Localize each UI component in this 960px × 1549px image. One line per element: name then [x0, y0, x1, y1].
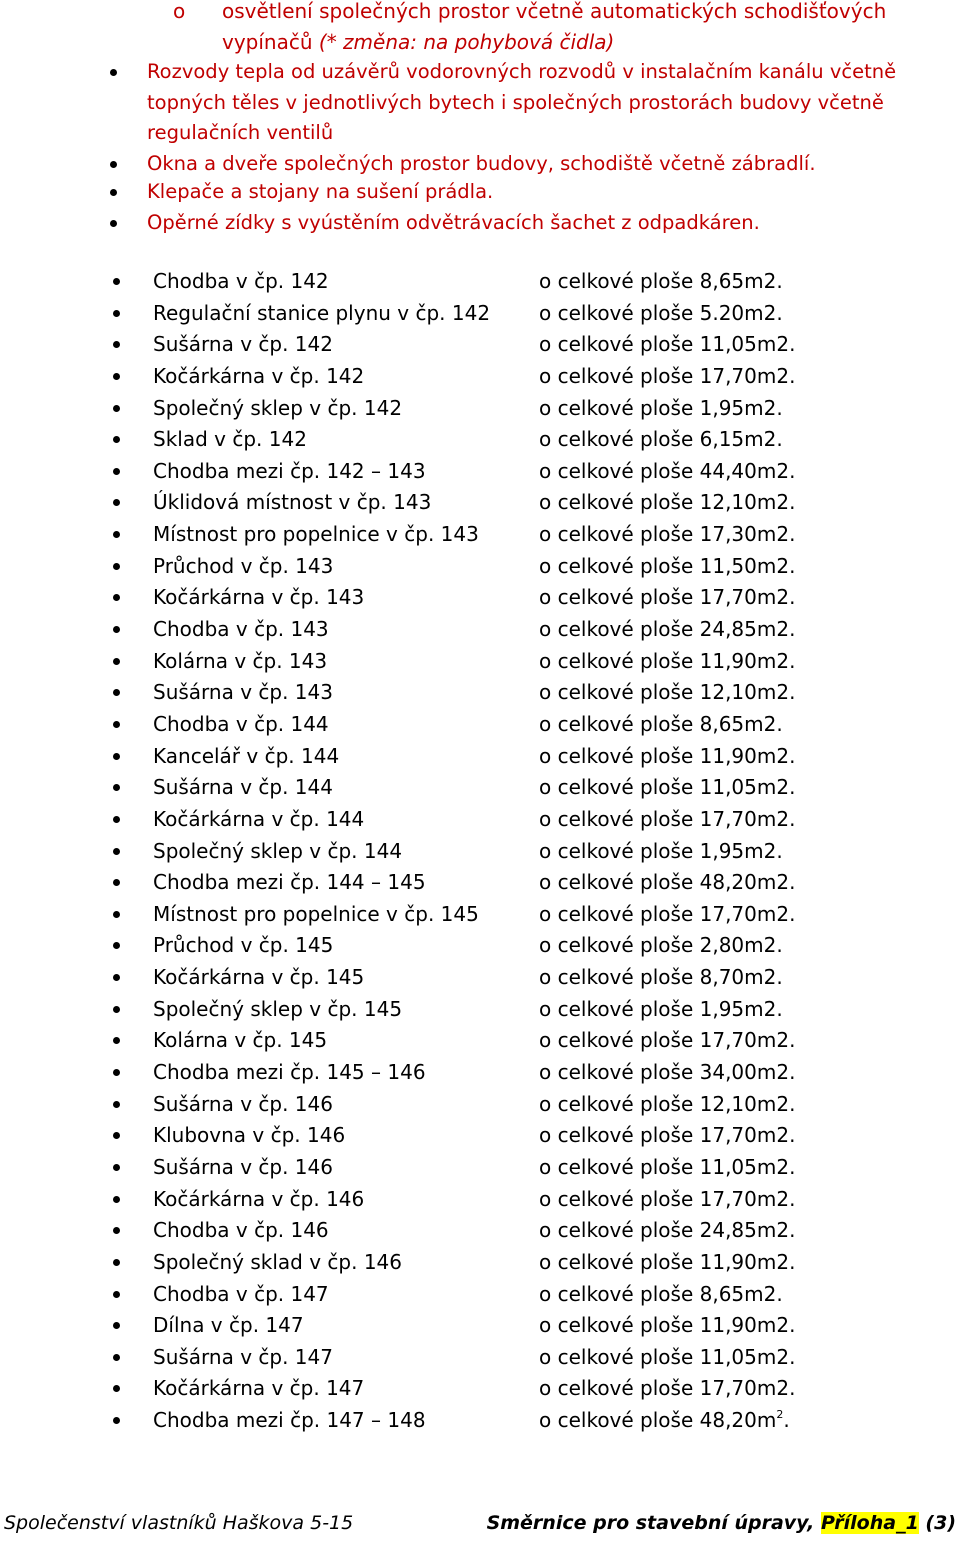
bullet-icon [113, 974, 120, 981]
room-name: Dílna v čp. 147 [153, 1313, 304, 1338]
room-row [113, 677, 913, 709]
room-area: o celkové ploše 5.20m2. [539, 300, 783, 325]
room-row [113, 836, 913, 868]
footer-left: Společenství vlastníků Haškova 5-15 [4, 1512, 354, 1534]
bullet-icon [113, 436, 120, 443]
bullet-icon [110, 189, 117, 196]
room-row [113, 994, 913, 1026]
room-row [113, 867, 913, 899]
room-row [113, 962, 913, 994]
room-row [113, 519, 913, 551]
room-row [113, 1215, 913, 1247]
room-area: o celkové ploše 17,70m2. [539, 901, 796, 926]
room-name: Sušárna v čp. 147 [153, 1344, 333, 1369]
room-row [113, 899, 913, 931]
bullet-icon [110, 161, 117, 168]
room-row [113, 709, 913, 741]
room-area: o celkové ploše 34,00m2. [539, 1060, 796, 1085]
room-name: Průchod v čp. 145 [153, 933, 334, 958]
room-area: o celkové ploše 48,20m2. [539, 870, 796, 895]
room-area: o celkové ploše 11,90m2. [539, 743, 796, 768]
bullet-icon [110, 69, 117, 76]
bullet-icon [113, 499, 120, 506]
list-item: Rozvody tepla od uzávěrů vodorovných rozvodů v instalačním kanálu včetně topných těles v jednotlivých bytech i společných prostorách budovy včetně regulačních ventilů [110, 57, 950, 149]
room-name: Kočárkárna v čp. 145 [153, 965, 365, 990]
bullet-icon [113, 1322, 120, 1329]
list-item: Klepače a stojany na sušení prádla. [110, 177, 950, 208]
bullet-icon [113, 1069, 120, 1076]
bullet-icon [113, 658, 120, 665]
room-row [113, 1310, 913, 1342]
room-name: Kočárkárna v čp. 147 [153, 1376, 365, 1401]
room-area: o celkové ploše 8,65m2. [539, 711, 783, 736]
room-area: o celkové ploše 1,95m2. [539, 996, 783, 1021]
room-row [113, 582, 913, 614]
room-area: o celkové ploše 17,70m2. [539, 1123, 796, 1148]
room-name: Chodba v čp. 147 [153, 1281, 329, 1306]
bullet-icon [113, 468, 120, 475]
room-row [113, 1184, 913, 1216]
room-row [113, 456, 913, 488]
bullet-icon [113, 816, 120, 823]
room-row [113, 487, 913, 519]
bullet-icon [113, 1037, 120, 1044]
room-area: o celkové ploše 17,70m2. [539, 806, 796, 831]
bullet-icon [113, 784, 120, 791]
room-name: Sušárna v čp. 143 [153, 680, 333, 705]
room-row [113, 1120, 913, 1152]
room-name: Chodba v čp. 142 [153, 269, 329, 293]
room-row [113, 551, 913, 583]
page-footer [0, 1512, 960, 1542]
room-row [113, 329, 913, 361]
bullet-icon [113, 1227, 120, 1234]
room-row [113, 424, 913, 456]
bullet-icon [113, 753, 120, 760]
sub-item-lighting [173, 0, 954, 58]
room-area: o celkové ploše 24,85m2. [539, 617, 796, 642]
bullet-icon [113, 405, 120, 412]
room-name: Úklidová místnost v čp. 143 [153, 490, 432, 515]
room-row [113, 1342, 913, 1374]
room-name: Kolárna v čp. 143 [153, 648, 328, 673]
room-row [113, 772, 913, 804]
room-name: Kočárkárna v čp. 146 [153, 1186, 365, 1211]
bullet-icon [113, 1291, 120, 1298]
bullet-icon [113, 563, 120, 570]
room-area: o celkové ploše $48,20m^2$. [539, 1408, 790, 1433]
bullet-icon [113, 942, 120, 949]
room-name: Kočárkárna v čp. 142 [153, 363, 365, 388]
room-row [113, 1089, 913, 1121]
bullet-icon [113, 1354, 120, 1361]
list-item: Opěrné zídky s vyústěním odvětrávacích šachet z odpadkáren. [110, 208, 950, 239]
room-area: o celkové ploše 17,70m2. [539, 363, 796, 388]
room-row [113, 741, 913, 773]
bullet-icon [113, 1101, 120, 1108]
room-area: o celkové ploše 11,90m2. [539, 1313, 796, 1338]
room-row [113, 361, 913, 393]
room-area: o celkové ploše 17,70m2. [539, 1186, 796, 1211]
bullet-icon [113, 531, 120, 538]
room-row [113, 646, 913, 678]
bullet-icon [113, 310, 120, 317]
room-name: Chodba mezi čp. 145 – 146 [153, 1060, 426, 1085]
room-area: o celkové ploše 12,10m2. [539, 490, 796, 515]
bullet-icon [113, 721, 120, 728]
room-row [113, 930, 913, 962]
room-area: o celkové ploše 6,15m2. [539, 427, 783, 452]
bullet-icon [113, 879, 120, 886]
room-name: Sušárna v čp. 146 [153, 1091, 333, 1116]
room-area: o celkové ploše 17,70m2. [539, 585, 796, 610]
room-area: o celkové ploše 12,10m2. [539, 680, 796, 705]
bullet-icon [113, 1006, 120, 1013]
room-name: Sklad v čp. 142 [153, 427, 307, 452]
room-name: Místnost pro popelnice v čp. 145 [153, 901, 479, 926]
room-name: Sušárna v čp. 144 [153, 775, 333, 800]
room-row [113, 1279, 913, 1311]
bullet-icon [113, 911, 120, 918]
room-area: o celkové ploše 11,05m2. [539, 1344, 796, 1369]
room-area: o celkové ploše 17,70m2. [539, 1376, 796, 1401]
bullet-icon [113, 1259, 120, 1266]
sub-item-text: osvětlení společných prostor včetně automatických schodišťových vypínačů (* změna: na pohybová čidla) [222, 0, 887, 54]
room-row [113, 1373, 913, 1405]
bullet-icon [113, 848, 120, 855]
room-row [113, 1405, 913, 1437]
room-name: Společný sklep v čp. 145 [153, 996, 403, 1021]
room-name: Chodba v čp. 146 [153, 1218, 329, 1243]
room-row [113, 614, 913, 646]
room-name: Regulační stanice plynu v čp. 142 [153, 300, 491, 325]
bullet-icon [113, 1164, 120, 1171]
room-name: Společný sklad v čp. 146 [153, 1249, 402, 1274]
footer-highlight: Příloha_1 [820, 1512, 919, 1534]
bullet-icon [110, 220, 117, 227]
room-area: o celkové ploše 11,05m2. [539, 332, 796, 357]
room-area: o celkové ploše 8,65m2. [539, 269, 783, 293]
room-name: Průchod v čp. 143 [153, 553, 334, 578]
bullet-icon [113, 373, 120, 380]
room-row [113, 298, 913, 330]
room-area: o celkové ploše 1,95m2. [539, 838, 783, 863]
room-name: Kolárna v čp. 145 [153, 1028, 328, 1053]
room-name: Kancelář v čp. 144 [153, 743, 340, 768]
room-row [113, 1057, 913, 1089]
room-list [113, 266, 913, 1437]
room-row [113, 1152, 913, 1184]
room-area: o celkové ploše 12,10m2. [539, 1091, 796, 1116]
room-row [113, 266, 913, 298]
bullet-icon [113, 1417, 120, 1424]
room-name: Chodba v čp. 143 [153, 617, 329, 642]
room-row [113, 1025, 913, 1057]
room-area: o celkové ploše 8,70m2. [539, 965, 783, 990]
bullet-icon [113, 278, 120, 285]
room-row [113, 393, 913, 425]
sub-bullet-marker: o [173, 0, 186, 23]
room-name: Klubovna v čp. 146 [153, 1123, 346, 1148]
bullet-list-group2 [110, 177, 950, 238]
room-area: o celkové ploše 1,95m2. [539, 395, 783, 420]
bullet-list-group1 [110, 57, 950, 179]
bullet-icon [113, 689, 120, 696]
room-name: Sušárna v čp. 142 [153, 332, 333, 357]
room-area: o celkové ploše 2,80m2. [539, 933, 783, 958]
room-area: o celkové ploše 17,70m2. [539, 1028, 796, 1053]
room-area: o celkové ploše 11,50m2. [539, 553, 796, 578]
room-name: Chodba v čp. 144 [153, 711, 329, 736]
room-area: o celkové ploše 11,05m2. [539, 775, 796, 800]
bullet-icon [113, 1196, 120, 1203]
room-name: Kočárkárna v čp. 144 [153, 806, 365, 831]
bullet-icon [113, 626, 120, 633]
bullet-icon [113, 1385, 120, 1392]
room-name: Sušárna v čp. 146 [153, 1154, 333, 1179]
room-area: o celkové ploše 24,85m2. [539, 1218, 796, 1243]
list-item: Okna a dveře společných prostor budovy, schodiště včetně zábradlí. [110, 149, 950, 180]
bullet-icon [113, 1132, 120, 1139]
room-area: o celkové ploše 17,30m2. [539, 522, 796, 547]
room-name: Chodba mezi čp. 144 – 145 [153, 870, 426, 895]
room-name: Chodba mezi čp. 147 – 148 [153, 1408, 426, 1433]
footer-right: Směrnice pro stavební úpravy, Příloha_1 (3) [486, 1512, 956, 1534]
room-row [113, 804, 913, 836]
room-area: o celkové ploše 8,65m2. [539, 1281, 783, 1306]
room-name: Chodba mezi čp. 142 – 143 [153, 458, 426, 483]
room-name: Kočárkárna v čp. 143 [153, 585, 365, 610]
bullet-icon [113, 594, 120, 601]
room-name: Místnost pro popelnice v čp. 143 [153, 522, 479, 547]
bullet-icon [113, 341, 120, 348]
room-name: Společný sklep v čp. 142 [153, 395, 403, 420]
room-area: o celkové ploše 11,90m2. [539, 648, 796, 673]
room-name: Společný sklep v čp. 144 [153, 838, 403, 863]
room-area: o celkové ploše 11,90m2. [539, 1249, 796, 1274]
room-area: o celkové ploše 44,40m2. [539, 458, 796, 483]
room-area: o celkové ploše 11,05m2. [539, 1154, 796, 1179]
room-row [113, 1247, 913, 1279]
